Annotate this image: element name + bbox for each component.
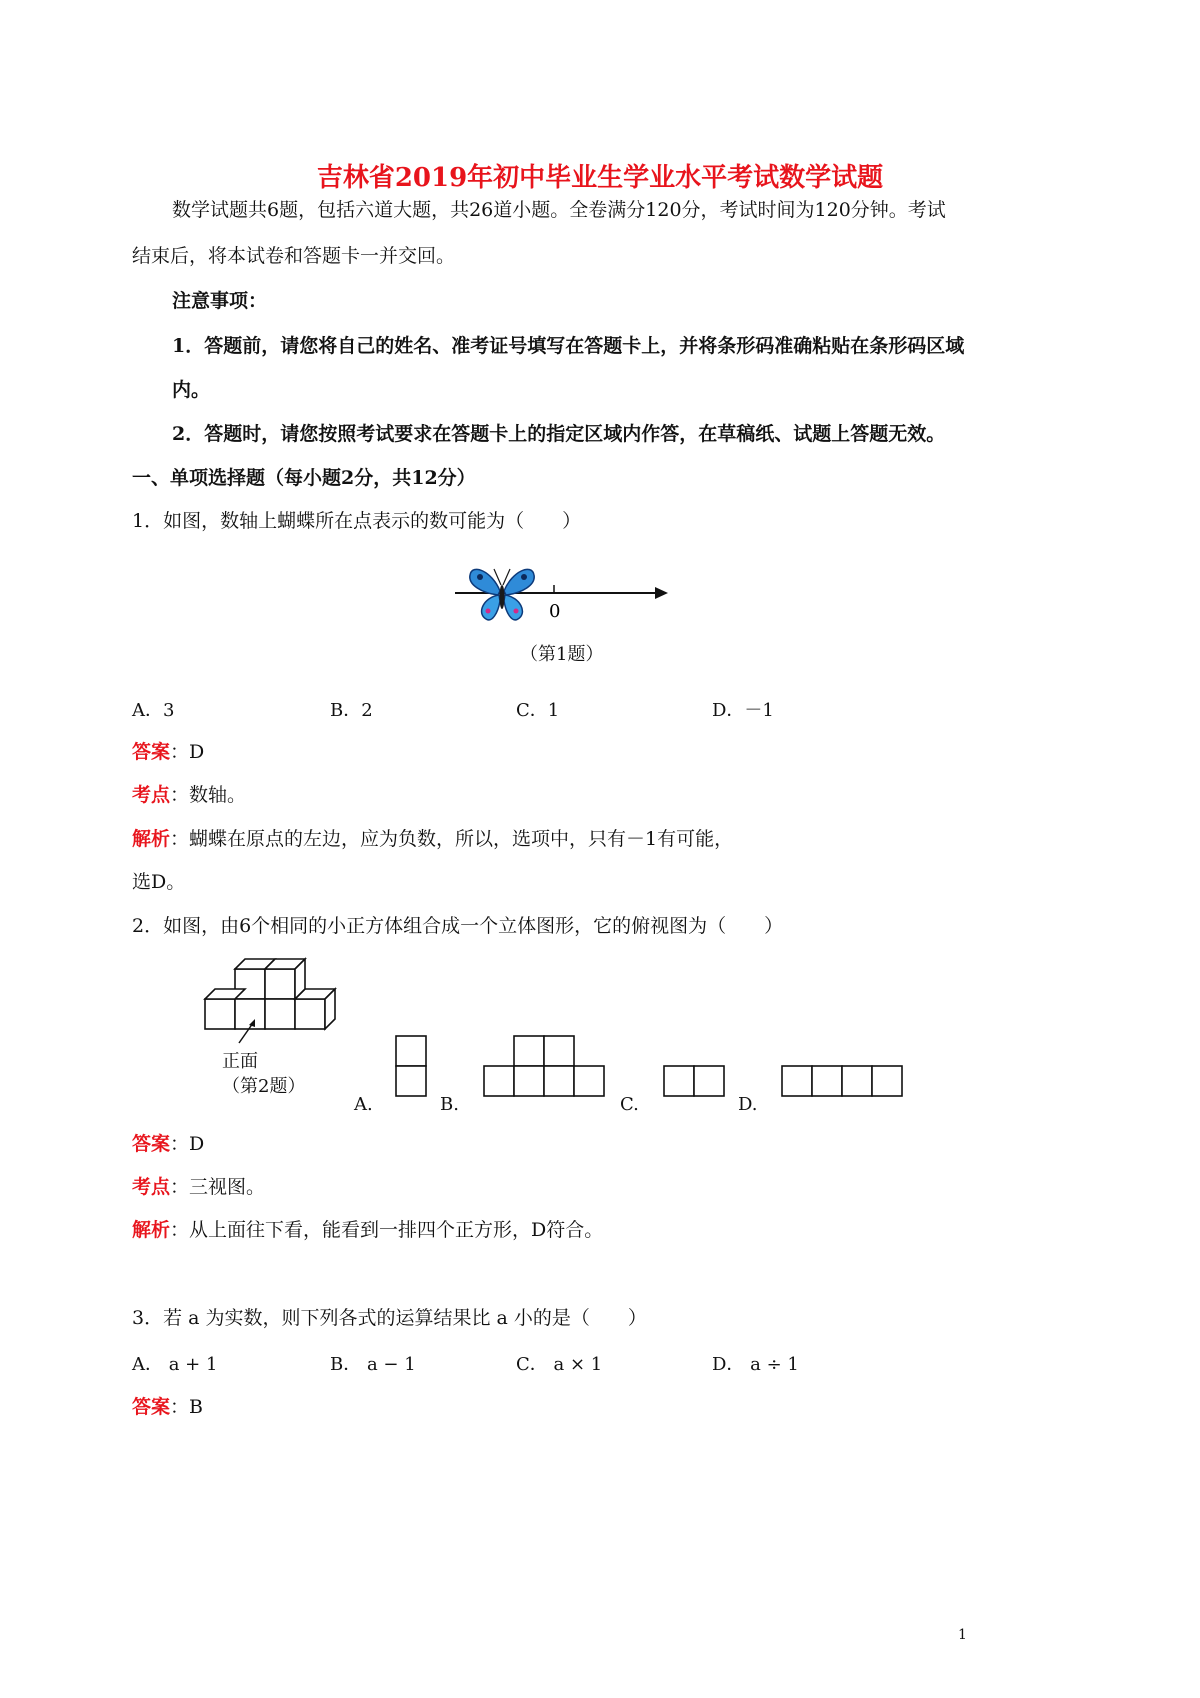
- answer-label: 答案: [132, 1396, 171, 1418]
- q1-analysis-cont: 选D。: [132, 871, 186, 893]
- q3-answer: ：B: [170, 1396, 203, 1418]
- notice-item-1: 1．答题前，请您将自己的姓名、准考证号填写在答题卡上，并将条形码准确粘贴在条形码区域: [172, 335, 965, 357]
- q2-options-figure: [390, 1030, 920, 1102]
- q3-option-a: A． a + 1: [132, 1354, 218, 1375]
- option-b-square: [544, 1036, 574, 1066]
- butterfly-icon: [470, 569, 534, 620]
- notice-item-1-cont: 内。: [172, 379, 211, 401]
- option-d-square: [872, 1066, 902, 1096]
- q2-option-b: B.: [440, 1094, 459, 1115]
- q2-analysis: ：从上面往下看，能看到一排四个正方形，D符合。: [170, 1219, 604, 1241]
- q3-option-b: B． a − 1: [330, 1354, 416, 1375]
- q1-option-b: B．2: [330, 700, 373, 721]
- q1-point-row: [132, 781, 246, 809]
- q1-answer-row: [132, 738, 204, 766]
- q2-option-d: D.: [738, 1094, 758, 1115]
- option-a-square: [396, 1066, 426, 1096]
- q1-stem: 1．如图，数轴上蝴蝶所在点表示的数可能为（ ）: [132, 510, 582, 532]
- q3-option-d: D． a ÷ 1: [712, 1354, 799, 1375]
- q1-option-d: D．－1: [712, 700, 774, 721]
- option-b-square: [544, 1066, 574, 1096]
- q3-answer-row: [132, 1393, 203, 1421]
- option-c-square: [664, 1066, 694, 1096]
- arrow-head-icon: [655, 587, 668, 599]
- q1-option-a: A．3: [132, 700, 175, 721]
- option-c-square: [694, 1066, 724, 1096]
- section-heading: 一、单项选择题（每小题2分，共12分）: [132, 467, 476, 489]
- q1-analysis-row: [132, 825, 733, 853]
- option-b-square: [514, 1066, 544, 1096]
- q2-caption: （第2题）: [222, 1076, 306, 1097]
- answer-label: 答案: [132, 1133, 171, 1155]
- q2-solid-figure: [195, 955, 355, 1047]
- intro-line-2: 结束后，将本试卷和答题卡一并交回。: [132, 245, 456, 267]
- q1-answer: ：D: [170, 741, 205, 763]
- answer-label: 答案: [132, 741, 171, 763]
- q2-answer-row: [132, 1130, 204, 1158]
- page-number: 1: [958, 1627, 967, 1643]
- option-a-square: [396, 1036, 426, 1066]
- q2-front-label: 正面: [222, 1051, 258, 1072]
- intro-line-1: 数学试题共6题，包括六道大题，共26道小题。全卷满分120分，考试时间为120分钟。考试: [172, 199, 946, 221]
- page-title: 吉林省2019年初中毕业生学业水平考试数学试题: [316, 163, 884, 193]
- q2-stem: 2．如图，由6个相同的小正方体组合成一个立体图形，它的俯视图为（ ）: [132, 915, 784, 937]
- option-d-square: [782, 1066, 812, 1096]
- q3-stem: 3．若 a 为实数，则下列各式的运算结果比 a 小的是（ ）: [132, 1307, 647, 1329]
- q2-analysis-row: [132, 1216, 603, 1244]
- q2-option-a: A.: [354, 1094, 373, 1115]
- q2-option-c: C.: [620, 1094, 639, 1115]
- option-d-square: [842, 1066, 872, 1096]
- notice-heading: 注意事项：: [172, 290, 268, 312]
- q1-point: ：数轴。: [170, 784, 247, 806]
- analysis-label: 解析: [132, 1219, 171, 1241]
- zero-label: 0: [549, 601, 561, 622]
- q1-caption: （第1题）: [520, 644, 604, 665]
- notice-item-2: 2．答题时，请您按照考试要求在答题卡上的指定区域内作答，在草稿纸、试题上答题无效。: [172, 423, 946, 445]
- option-d-square: [812, 1066, 842, 1096]
- option-b-square: [574, 1066, 604, 1096]
- option-b-square: [514, 1036, 544, 1066]
- point-label: 考点: [132, 1176, 171, 1198]
- q2-answer: ：D: [170, 1133, 205, 1155]
- point-label: 考点: [132, 784, 171, 806]
- q1-number-line-figure: [440, 555, 680, 635]
- option-b-square: [484, 1066, 514, 1096]
- analysis-label: 解析: [132, 828, 171, 850]
- q2-point-row: [132, 1173, 265, 1201]
- q2-point: ：三视图。: [170, 1176, 266, 1198]
- q1-analysis: ：蝴蝶在原点的左边，应为负数，所以，选项中，只有－1有可能，: [170, 828, 734, 850]
- q3-option-c: C． a × 1: [516, 1354, 603, 1375]
- q1-option-c: C．1: [516, 700, 560, 721]
